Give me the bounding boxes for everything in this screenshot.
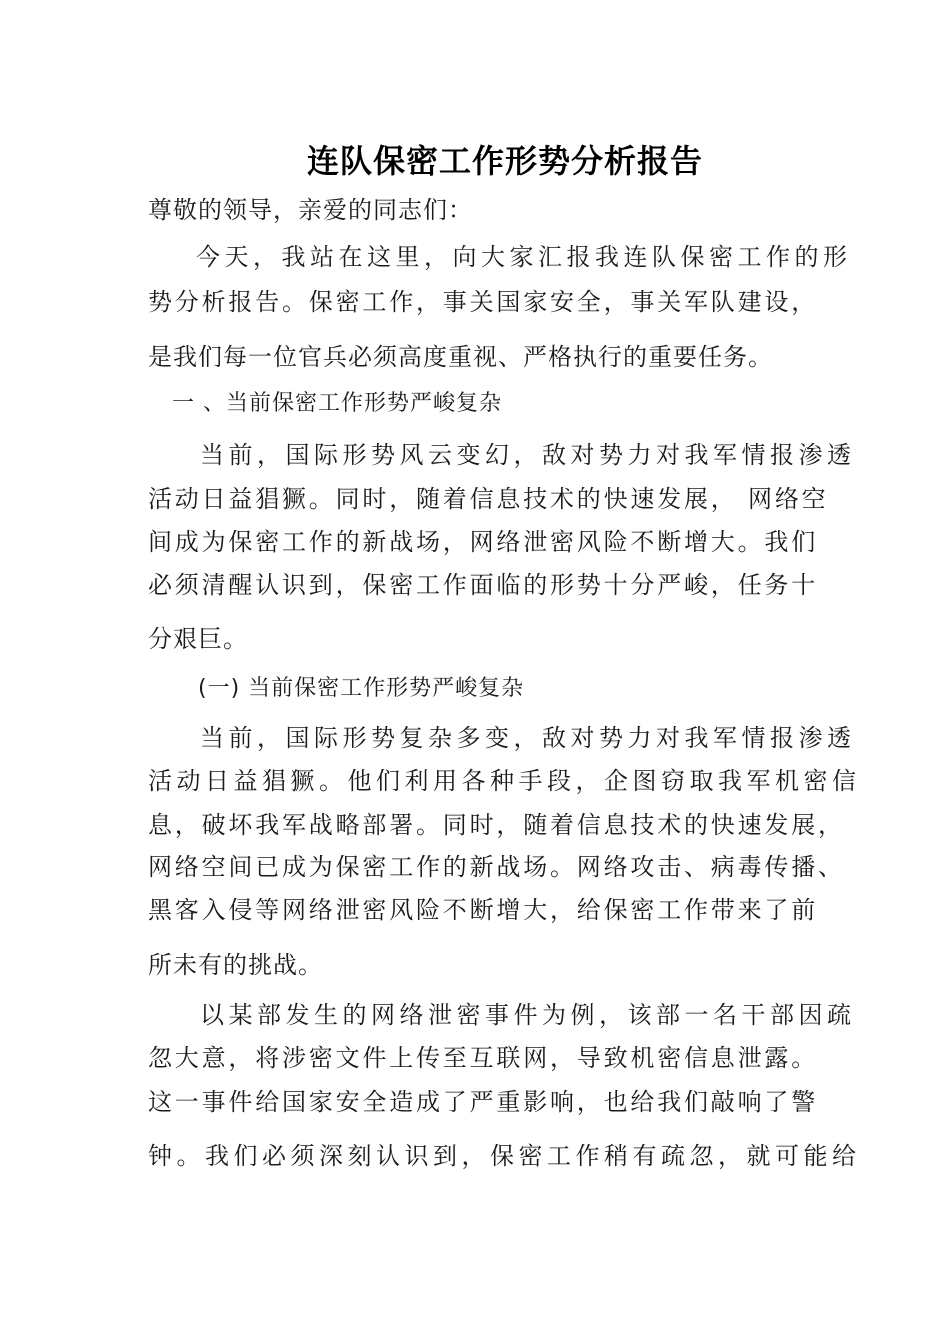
- section-heading: 一 、当前保密工作形势严峻复杂: [172, 391, 502, 416]
- body-line: 活动日益猖獗。同时，随着信息技术的快速发展， 网络空: [148, 485, 829, 513]
- body-line: 间成为保密工作的新战场，网络泄密风险不断增大。我们: [148, 528, 818, 556]
- body-line: 今天，我站在这里，向大家汇报我连队保密工作的形: [196, 243, 852, 271]
- body-line: 所未有的挑战。: [148, 951, 323, 979]
- body-line: 黑客入侵等网络泄密风险不断增大，给保密工作带来了前: [148, 896, 818, 924]
- body-line: 活动日益猖獗。他们利用各种手段，企图窃取我军机密信: [148, 767, 861, 795]
- body-line: 当前，国际形势风云变幻，敌对势力对我军情报渗透: [200, 441, 856, 469]
- body-line: 网络空间已成为保密工作的新战场。网络攻击、病毒传播、: [148, 853, 845, 881]
- subsection-heading: (一) 当前保密工作形势严峻复杂: [198, 676, 525, 701]
- body-line: 势分析报告。保密工作，事关国家安全，事关军队建设，: [148, 288, 818, 316]
- body-line: 钟。我们必须深刻认识到，保密工作稍有疏忽，就可能给: [148, 1142, 861, 1170]
- body-line: 这一事件给国家安全造成了严重影响，也给我们敲响了警: [148, 1088, 818, 1116]
- document-title: 连队保密工作形势分析报告: [306, 142, 703, 180]
- body-line: 以某部发生的网络泄密事件为例，该部一名干部因疏: [200, 1001, 856, 1029]
- body-line: 必须清醒认识到，保密工作面临的形势十分严峻，任务十: [148, 571, 818, 599]
- body-line: 息，破坏我军战略部署。同时，随着信息技术的快速发展，: [148, 811, 845, 839]
- body-line: 是我们每一位官兵必须高度重视、严格执行的重要任务。: [148, 343, 773, 371]
- body-line: 分艰巨。: [148, 625, 248, 653]
- body-line: 当前，国际形势复杂多变，敌对势力对我军情报渗透: [200, 724, 856, 752]
- body-line: 忽大意，将涉密文件上传至互联网，导致机密信息泄露。: [148, 1044, 818, 1072]
- salutation-line: 尊敬的领导，亲爱的同志们：: [148, 196, 473, 224]
